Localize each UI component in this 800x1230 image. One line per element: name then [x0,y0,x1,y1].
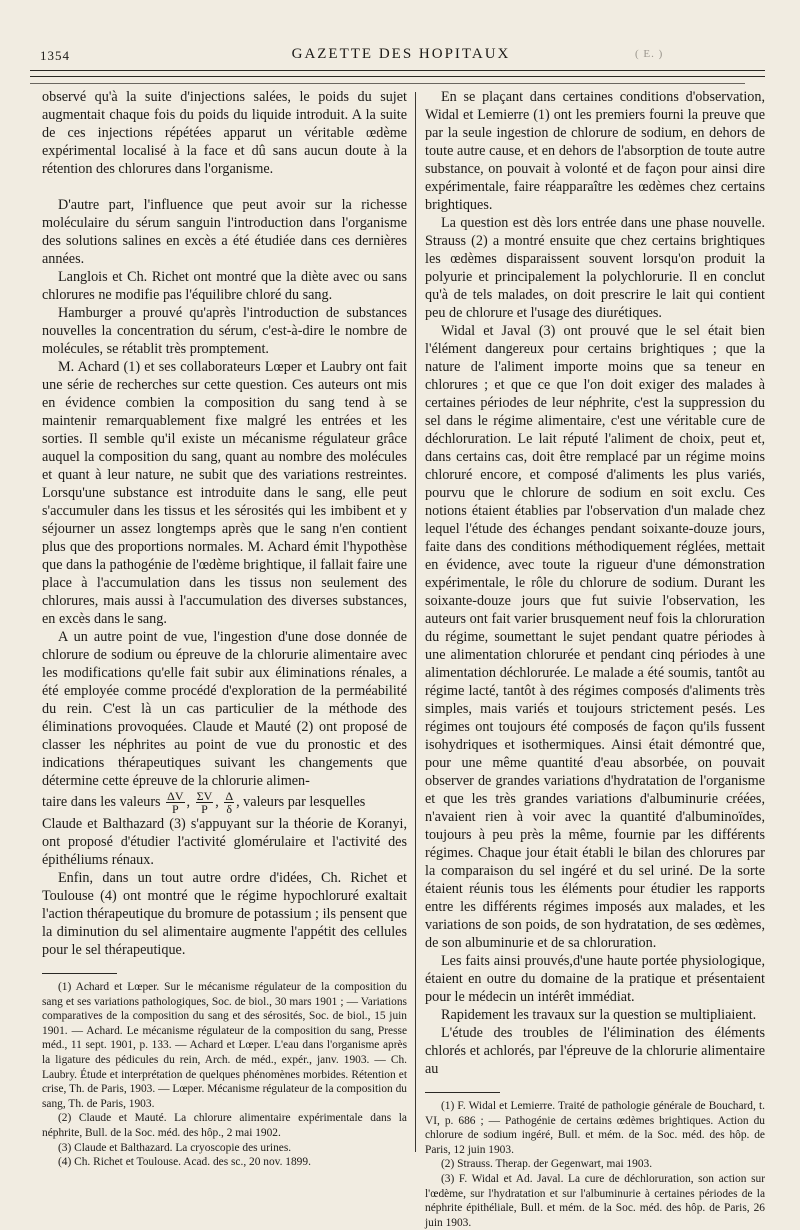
formula-line: taire dans les valeurs $\frac{\Delta V}{P}$ , $\frac{\Sigma V}{P}$ , $\frac{\Delta}{\delta}$ , valeurs par lesquelles [42,789,366,816]
fraction-delta-v-over-p: $\frac{\Delta V}{P}$ [167,789,184,816]
page-number: 1354 [40,48,70,63]
paragraph: En se plaçant dans certaines conditions d'observation, Widal et Lemierre (1) ont les premiers fourni la preuve que par la seule ingestion de chlorure de sodium, en dehors de toute autre cause, et en dehors de l'absorption de toute autre substance, on pouvait à volonté et de façon pour ainsi dire expérimentale, faire réapparaître les œdèmes chez certains brightiques. [425,89,765,213]
paragraph: M. Achard (1) et ses collaborateurs Lœper et Laubry ont fait une série de recherches sur cette question. Ces auteurs ont mis en évidence combien la composition du sang tend à se maintenir remarquablement fixe malgré les entrées et les sorties. Il semble qu'il existe un mécanisme régulateur grâce auquel la composition du sang, quant au nombre des molécules et quant à leur nature, ne subit que des variations restreintes. Lorsqu'une substance est introduite dans le sang, elle peut s'accumuler dans les tissus et les sérosités qui les imbibent et y séjourner un assez longtemps après que le sang n'en contient plus que des proportions normales. M. Achard émit l'hypothèse que dans la pathogénie de l'œdème brightique, il fallait faire une place à l'accumulation dans les tissus non seulement des chlorures, mais aussi à l'accumulation des diverses substances, en excès dans le sang. [42,359,407,627]
footnote: (2) Claude et Mauté. La chlorure alimentaire expérimentale dans la néphrite, Bull. de la Soc. méd. des hôp., 2 mai 1902. [42,1112,407,1139]
paragraph: Widal et Javal (3) ont prouvé que le sel était bien l'élément dangereux pour certains brightiques ; que la nature de l'aliment importe moins que sa teneur en chlorures ; et que ce que l'on doit exiger des malades à certaines périodes de leur néphrite, c'est la suppression du sel dans le régime alimentaire, c'est une véritable cure de déchloruration. Le lait réputé l'aliment de choix, peut et, dans certains cas, doit être remplacé par un régime moins chloruré encore, et composé d'aliments les plus variés, pourvu que le chlorure de sodium en soit exclu. Ces notions étaient établies par l'observation d'un malade chez lequel l'étude des échanges pendant soixante-douze jours, faite dans des conditions méthodiquement réglées, mettait en évidence, avec toute la rigueur d'une démonstration expérimentale, le rôle du chlorure de sodium. Durant les soixante-douze jours que fut suivie l'observation, les auteurs ont fait varier brusquement neuf fois la chloruration du régime, soumettant le sujet pendant quatre périodes à une alimentation chlorurée et pendant cinq périodes à une alimentation déchlorurée. Le malade a été soumis, tantôt au régime lacté, tantôt à des régimes composés d'aliments très simples, mais variés et toujours strictement pesés. Les régimes ont toujours été composés de façon qu'ils fussent isohydriques et isothermiques. Ainsi était démontré que, pour une même quantité d'eau absorbée, on pouvait observer de grandes variations d'hydratation de l'organisme et que les très grandes variations d'albuminurie créées, n'avaient rien à voir avec la quantité d'albuminoïdes, toujours à peu près la même, fournie par les différents régimes. Chaque jour était établi le bilan des chlorures par la comparaison du sel ingéré et du sel uriné. De la sorte étaient réunis tous les éléments pour étudier les rapports entre les différents régimes imposés aux malades, et les variations de son poids, de son hydratation, de ses œdèmes, de son albuminurie et de sa chloruration. [425,323,765,951]
paragraph: Enfin, dans un tout autre ordre d'idées, Ch. Richet et Toulouse (4) ont montré que le régime hypochloruré exaltait l'action thérapeutique du bromure de potassium ; ils pensent que la diminution du sel alimentaire augmente l'appétit des cellules pour le sel thérapeutique. [42,870,407,958]
paragraph: A un autre point de vue, l'ingestion d'une dose donnée de chlorure de sodium ou épreuve de la chlorurie alimentaire avec les modifications qu'elle fait subir aux éliminations rénales, a été employée comme procédé d'exploration de la perméabilité du rein. C'est là un cas particulier de la méthode des éliminations provoquées. Claude et Mauté (2) ont proposé de classer les néphrites au point de vue du pronostic et des indications thérapeutiques suivant les changements que détermine cette épreuve de la chlorurie alimen- [42,629,407,789]
faint-stamp: ( E. ) [635,48,664,60]
paragraph: observé qu'à la suite d'injections salées, le poids du sujet augmentait chaque fois du poids du liquide introduit. A la suite de ces injections répétées apparut un véritable œdème expérimental localisé à la face et dû sans aucun doute à la rétention des chlorures dans l'organisme. [42,89,407,177]
running-head: GAZETTE DES HOPITAUX [291,46,511,62]
page-header [40,46,762,66]
fraction-delta-over-delta: $\frac{\Delta}{\delta}$ [225,789,234,816]
footnote: (1) F. Widal et Lemierre. Traité de pathologie générale de Bouchard, t. VI, p. 686 ; — Pathogénie de certains œdèmes brightiques. Action du chlorure de sodium ingéré, Bull. et mém. de la Soc. méd. des hôp. de Paris, 12 juin 1903. [425,1100,765,1156]
fraction-sigma-v-over-p: $\frac{\Sigma V}{P}$ [196,789,213,816]
footnote: (3) F. Widal et Ad. Javal. La cure de déchloruration, son action sur l'œdème, sur l'hydratation et sur l'albuminurie à certaines périodes de la néphrite épithéliale, Bull. et mém. de la Soc. méd. des hôp. de Paris, 26 juin 1903. [425,1172,765,1229]
footnote: (3) Claude et Balthazard. La cryoscopie des urines. [58,1141,292,1154]
footnote: (1) Achard et Lœper. Sur le mécanisme régulateur de la composition du sang et ses variations pathologiques, Soc. de biol., 30 mars 1901 ; — Variations comparatives de la composition du sang et des sérosités, Soc. de biol., 15 juin 1901. — Achard. Le mécanisme régulateur de la composition du sang, Presse méd., 11 sept. 1901, p. 133. — Achard et Lœper. L'eau dans l'organisme après la ligature des pédicules du rein, Arch. de méd., expér., janv. 1903. — Ch. Laubry. Étude et interprétation de quelques phénomènes morbides. Rétention et crise, Th. de Paris, 1903. — Lœper. Mécanisme régulateur de la composition du sang, Th. de Paris, 1903. [42,981,407,1110]
paragraph: Claude et Balthazard (3) s'appuyant sur la théorie de Koranyi, ont proposé d'étudier l'activité glomérulaire et l'activité des épithéliums rénaux. [42,816,407,868]
formula-text-before: taire dans les valeurs [42,793,161,810]
paragraph: Langlois et Ch. Richet ont montré que la diète avec ou sans chlorures ne modifie pas l'équilibre chloré du sang. [42,269,407,303]
paragraph: La question est dès lors entrée dans une phase nouvelle. Strauss (2) a montré ensuite que chez certains brightiques les œdèmes disparaissent souvent lorsqu'on produit la polyurie et principalement la polychlorurie. Il en conclut qu'à de tels malades, on doit prescrire le lait qui contient peu de chlorure et l'usage des diurétiques. [425,215,765,321]
footnote: (4) Ch. Richet et Toulouse. Acad. des sc., 20 nov. 1899. [58,1156,311,1169]
paragraph: Les faits ainsi prouvés,d'une haute portée physiologique, étaient en outre du domaine de la pratique et présentaient pour le médecin un intérêt immédiat. [425,953,765,1005]
column-divider [415,92,416,1152]
paragraph: Hamburger a prouvé qu'après l'introduction de substances nouvelles la concentration du sérum, c'est-à-dire le nombre de molécules, se rétablit très promptement. [42,305,407,357]
paragraph: Rapidement les travaux sur la question se multipliaient. [441,1007,757,1023]
formula-text-after: valeurs par lesquelles [243,793,366,810]
header-rule [30,76,765,77]
paragraph: D'autre part, l'influence que peut avoir sur la richesse moléculaire du sérum sanguin l'introduction dans l'organisme des solutions salines en excès a été étudiée dans ces dernières années. [42,197,407,267]
left-column [42,88,407,1170]
paragraph: L'étude des troubles de l'élimination des éléments chlorés et achlorés, par l'épreuve de la chlorurie alimentaire au [425,1025,765,1077]
footnote: (2) Strauss. Therap. der Gegenwart, mai 1903. [441,1158,653,1171]
footnote-rule [42,973,117,974]
footnote-rule [425,1092,500,1093]
right-column [425,88,765,1230]
header-rule-thin [30,83,745,84]
header-rule-thick [30,70,765,71]
